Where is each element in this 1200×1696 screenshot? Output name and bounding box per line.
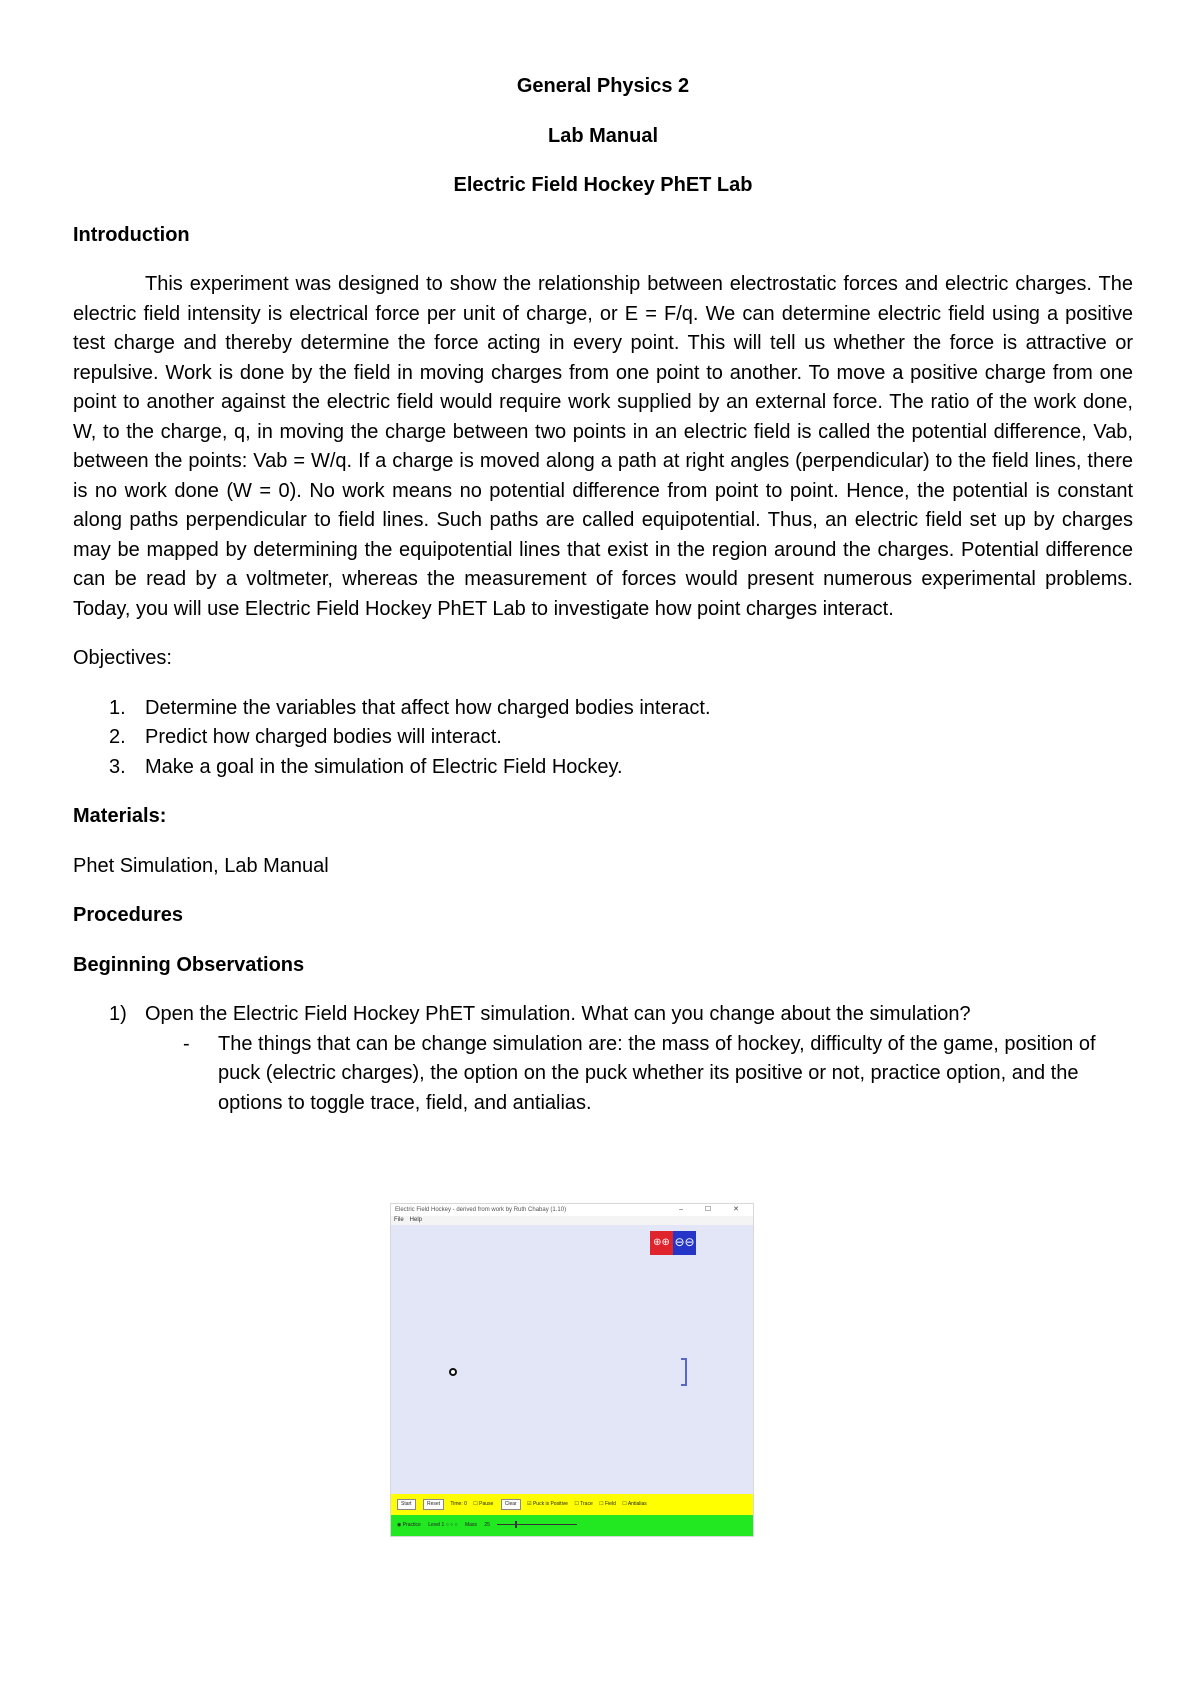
sim-control-bar <box>391 1494 753 1515</box>
simulation-screenshot <box>390 1203 754 1537</box>
mass-value: 25 <box>484 1522 490 1528</box>
procedure-answer-1: - The things that can be change simulation are: the mass of hockey, difficulty of the game, position of puck (electric charges), the option on the puck whether its positive or not, practice option, and the options to toggle trace, field, and antialias. <box>183 1032 1096 1114</box>
lab-name: Electric Field Hockey PhET Lab <box>453 174 753 196</box>
procedure-question-1: 1) Open the Electric Field Hockey PhET simulation. What can you change about the simulation? <box>109 1003 971 1025</box>
menu-help: Help <box>409 1217 423 1223</box>
window-controls: – ☐ ✕ <box>679 1206 749 1213</box>
level-radios: Level 1 ○ ○ ○ <box>428 1522 458 1528</box>
beginning-observations-heading: Beginning Observations <box>73 953 305 976</box>
list-item: 1. Determine the variables that affect how charged bodies interact. <box>109 696 711 719</box>
trace-checkbox: ☐ Trace <box>574 1501 593 1507</box>
sim-level-bar <box>391 1515 753 1536</box>
time-readout: Time: 0 <box>450 1501 467 1507</box>
antialias-checkbox: ☐ Antialias <box>622 1501 647 1507</box>
sim-playing-field <box>391 1225 753 1494</box>
practice-radio: ◉ Practice <box>397 1522 421 1528</box>
positive-charges-icon: ⊕⊕ <box>650 1231 673 1255</box>
objectives-list <box>73 694 1133 783</box>
introduction-heading: Introduction <box>73 223 190 246</box>
puck-icon <box>449 1368 457 1376</box>
mass-slider <box>497 1524 577 1525</box>
list-item: 2. Predict how charged bodies will interact. <box>109 726 502 748</box>
materials-body: Phet Simulation, Lab Manual <box>73 854 329 877</box>
field-checkbox: ☐ Field <box>599 1501 616 1507</box>
menu-file: File <box>394 1217 404 1223</box>
materials-heading: Materials: <box>73 805 167 827</box>
mass-label: Mass <box>464 1522 477 1528</box>
procedures-heading: Procedures <box>73 904 184 926</box>
objectives-heading: Objectives: <box>73 647 172 669</box>
charge-bin <box>650 1231 696 1255</box>
doc-subtitle: Lab Manual <box>547 124 658 147</box>
introduction-body: This experiment was designed to show the relationship between electrostatic forces and electric charges. The electric field intensity is electrical force per unit of charge, or E = F/q. We can determine electric field using a positive test charge and thereby determine the force acting in every point. This will tell us whether the force is attractive or repulsive. Work is done by the field in moving charges from one point to another. To move a positive charge from one point to another against the electric field would require work supplied by an external force. The ratio of the work done, W, to the charge, q, in moving the charge between two points in an electric field is called the potential difference, Vab, between the points: Vab = W/q. If a charge is moved along a path at right angles (perpendicular) to the field lines, there is no work done (W = 0). No work means no potential difference from point to point. Hence, the potential is constant along paths perpendicular to field lines. Such paths are called equipotential. Thus, an electric field set up by charges may be mapped by determining the equipotential lines that exist in the region around the charges. Potential difference can be read by a voltmeter, whereas the measurement of forces would present numerous experimental problems. Today, you will use Electric Field Hockey PhET Lab to investigate how point charges interact. <box>73 273 1133 620</box>
negative-charges-icon: ⊖⊖ <box>673 1231 696 1255</box>
list-item: 3. Make a goal in the simulation of Electric Field Hockey. <box>109 755 623 778</box>
document-page <box>73 72 1133 1118</box>
reset-button: Reset <box>423 1499 444 1510</box>
doc-title: General Physics 2 <box>516 75 690 97</box>
start-button: Start <box>397 1499 416 1510</box>
goal-icon <box>681 1358 687 1386</box>
puck-positive-checkbox: ☑ Puck is Positive <box>527 1501 568 1507</box>
pause-checkbox: ☐ Pause <box>473 1501 494 1507</box>
clear-button: Clear <box>501 1499 521 1510</box>
sim-menubar <box>391 1216 753 1225</box>
sim-titlebar: Electric Field Hockey - derived from work by Ruth Chabay (1.10) – ☐ ✕ <box>391 1204 753 1216</box>
